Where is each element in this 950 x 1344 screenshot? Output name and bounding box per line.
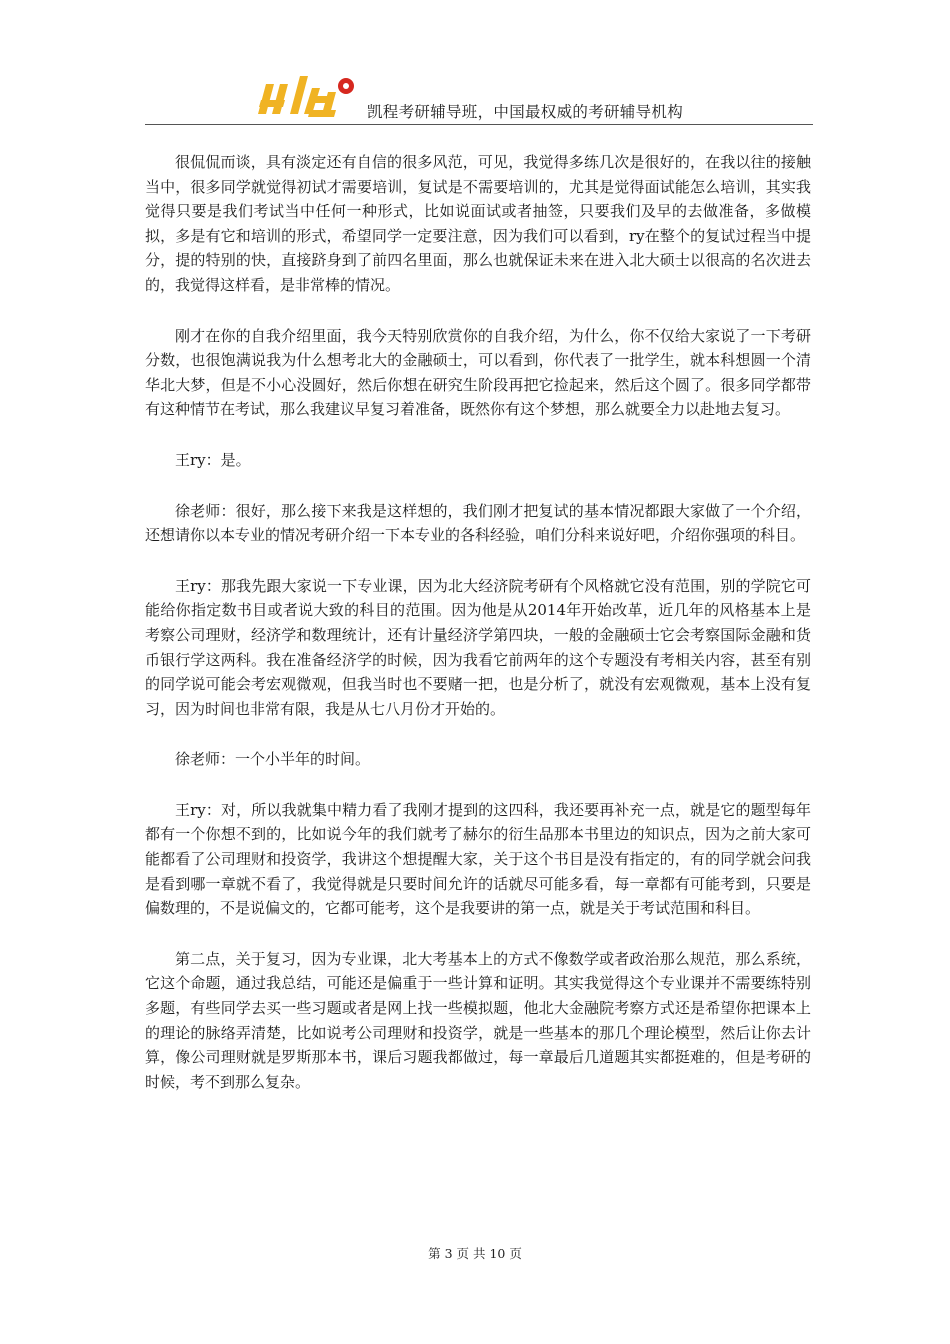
paragraph-4: 徐老师：很好，那么接下来我是这样想的，我们刚才把复试的基本情况都跟大家做了一个介绍，还想请你以本专业的情况考研介绍一下本专业的各科经验，咱们分科来说好吧，介绍你强项的科目。 xyxy=(145,501,811,545)
kaicheng-logo-graphic xyxy=(252,66,382,122)
kaicheng-logo xyxy=(252,66,382,122)
header-tagline: 凯程考研辅导班，中国最权威的考研辅导机构 xyxy=(367,103,684,121)
paragraph-3: 王ry：是。 xyxy=(175,450,251,469)
page-number: 第 3 页 共 10 页 xyxy=(428,1246,522,1261)
paragraph-8: 第二点，关于复习，因为专业课，北大考基本上的方式不像数学或者政治那么规范，那么系统，它这个命题，通过我总结，可能还是偏重于一些计算和证明。其实我觉得这个专业课并不需要练特别多题，有些同学去买一些习题或者是网上找一些模拟题，他北大金融院考察方式还是希望你把课本上的理论的脉络弄清楚，比如说考公司理财和投资学，就是一些基本的那几个理论模型，然后让你去计算，像公司理财就是罗斯那本书，课后习题我都做过，每一章最后几道题其实都挺难的，但是考研的时候，考不到那么复杂。 xyxy=(145,949,811,1091)
paragraph-1: 很侃侃而谈，具有淡定还有自信的很多风范，可见，我觉得多练几次是很好的，在我以往的接触当中，很多同学就觉得初试才需要培训，复试是不需要培训的，尤其是觉得面试能怎么培训，其实我觉得只要是我们考试当中任何一种形式，比如说面试或者抽签，只要我们及早的去做准备，多做模拟，多是有它和培训的形式，希望同学一定要注意，因为我们可以看到，ry在整个的复试过程当中提分，提的特别的快，直接跻身到了前四名里面，那么也就保证未来在进入北大硕士以很高的名次进去的，我觉得这样看，是非常棒的情况。 xyxy=(145,153,811,294)
page-header xyxy=(145,60,813,125)
paragraph-2: 刚才在你的自我介绍里面，我今天特别欣赏你的自我介绍，为什么，你不仅给大家说了一下考研分数，也很饱满说我为什么想考北大的金融硕士，可以看到，你代表了一批学生，就本科想圆一个清华北大梦，但是不小心没圆好，然后你想在研究生阶段再把它捡起来，然后这个圆了。很多同学都带有这种情节在考试，那么我建议早复习着准备，既然你有这个梦想，那么就要全力以赴地去复习。 xyxy=(145,326,811,419)
document-body xyxy=(145,150,811,1120)
paragraph-7: 王ry：对，所以我就集中精力看了我刚才提到的这四科，我还要再补充一点，就是它的题型每年都有一个你想不到的，比如说今年的我们就考了赫尔的衍生品那本书里边的知识点，因为之前大家可能都看了公司理财和投资学，我讲这个想提醒大家，关于这个书目是没有指定的，有的同学就会问我是看到哪一章就不看了，我觉得就是只要时间允许的话就尽可能多看，每一章都有可能考到，只要是偏数理的，不是说偏文的，它都可能考，这个是我要讲的第一点，就是关于考试范围和科目。 xyxy=(145,800,811,918)
paragraph-5: 王ry：那我先跟大家说一下专业课，因为北大经济院考研有个风格就它没有范围，别的学院它可能给你指定数书目或者说大致的科目的范围。因为他是从2014年开始改革，近几年的风格基本上是考察公司理财，经济学和数理统计，还有计量经济学第四块，一般的金融硕士它会考察国际金融和货币银行学这两科。我在准备经济学的时候，因为我看它前两年的这个专题没有考相关内容，甚至有别的同学说可能会考宏观微观，但我当时也不要赌一把，也是分析了，就没有宏观微观，基本上没有复习，因为时间也非常有限，我是从七八月份才开始的。 xyxy=(145,576,811,718)
paragraph-6: 徐老师：一个小半年的时间。 xyxy=(175,750,371,769)
